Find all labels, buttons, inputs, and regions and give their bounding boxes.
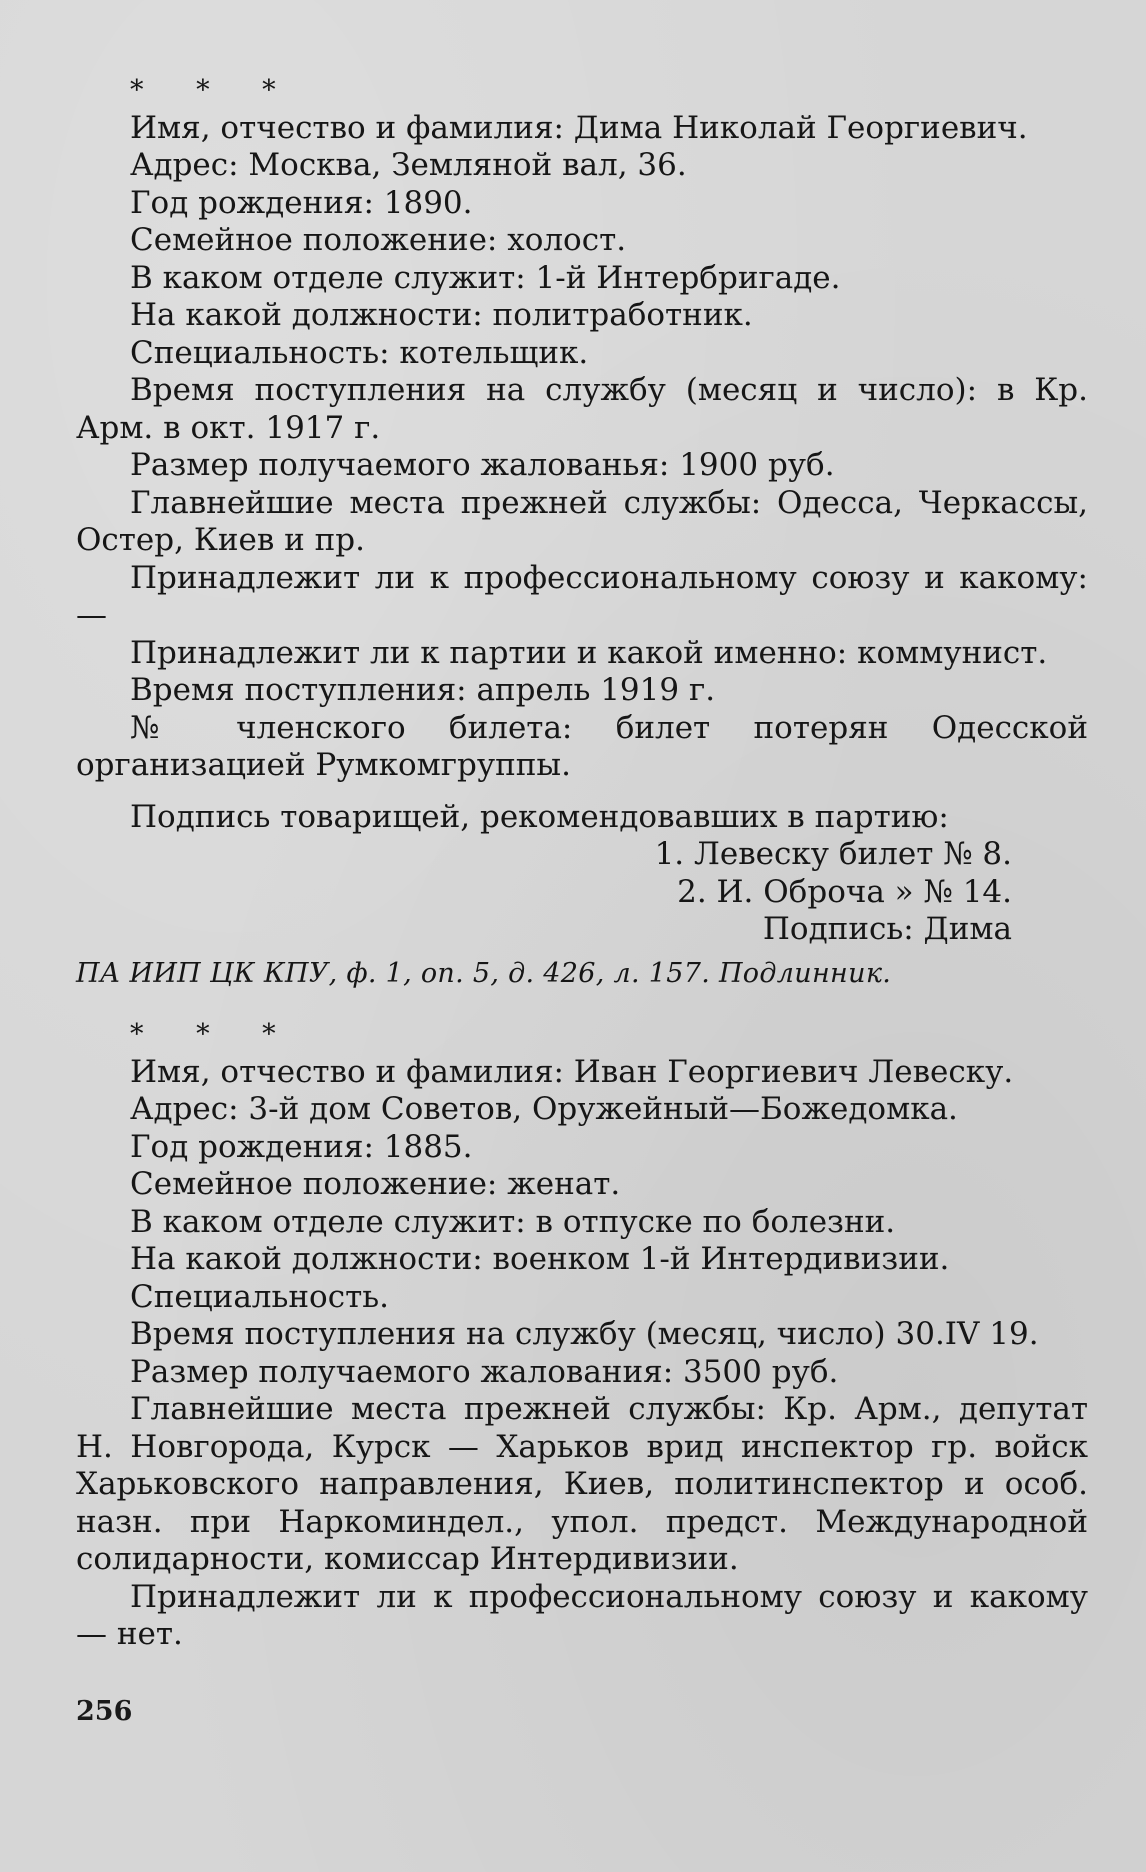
doc2-previous-service-line: Главнейшие места прежней службы: Кр. Арм., депутат Н. Новгорода, Курск — Харьков врид инспектор гр. войск Харьковского направления, Киев, политинспектор и особ. назн. при Наркоминдел., упол. предст. Международной солидарности, комиссар Интердивизии. [76,1391,1088,1577]
section-separator-stars: * * * [130,1019,298,1050]
doc1-birth-year-line: Год рождения: 1890. [130,184,473,221]
doc2-service-start-line: Время поступления на службу (месяц, число) 30.IV 19. [130,1316,1039,1352]
doc2-birth-year-line: Год рождения: 1885. [130,1128,473,1165]
doc1-party-line: Принадлежит ли к партии и какой именно: коммунист. [130,634,1048,671]
page-number: 256 [76,1696,133,1727]
doc1-specialty-line: Специальность: котельщик. [130,334,589,371]
doc1-trade-union-line: Принадлежит ли к профессиональному союзу и какому:— [76,559,1088,633]
doc1-marital-status-line: Семейное положение: холост. [130,222,627,258]
doc1-join-date-line: Время поступления: апрель 1919 г. [130,672,716,708]
doc2-trade-union-line: Принадлежит ли к профессиональному союзу и какому — нет. [76,1578,1088,1652]
doc1-signature: Подпись: Дима [762,911,1012,947]
spacer [76,785,1088,799]
doc1-salary-line: Размер получаемого жалованья: 1900 руб. [130,447,835,483]
doc2-name-line: Имя, отчество и фамилия: Иван Георгиевич Левеску. [130,1053,1014,1090]
doc1-department-line: В каком отделе служит: 1-й Интербригаде. [130,259,841,296]
page-text [76,72,1088,1654]
doc2-marital-status-line: Семейное положение: женат. [130,1166,621,1202]
doc1-membership-card-line: № членского билета: билет потерян Одесской организацией Румкомгруппы. [76,709,1088,783]
doc1-service-start-line: Время поступления на службу (месяц и число): в Кр. Арм. в окт. 1917 г. [76,372,1088,446]
doc2-address-line: Адрес: 3-й дом Советов, Оружейный—Божедомка. [130,1091,958,1127]
doc1-recommenders-heading: Подпись товарищей, рекомендовавших в партию: [130,798,949,835]
doc2-department-line: В каком отделе служит: в отпуске по болезни. [130,1203,896,1240]
doc1-position-line: На какой должности: политработник. [130,297,753,333]
doc2-salary-line: Размер получаемого жалования: 3500 руб. [130,1353,839,1390]
section-separator-stars: * * * [130,75,298,106]
doc1-previous-service-line: Главнейшие места прежней службы: Одесса, Черкассы, Остер, Киев и пр. [76,484,1088,558]
doc1-recommender-1: 1. Левеску билет № 8. [654,836,1012,872]
doc1-name-line: Имя, отчество и фамилия: Дима Николай Георгиевич. [130,109,1028,146]
doc1-address-line: Адрес: Москва, Земляной вал, 36. [130,147,687,183]
doc2-position-line: На какой должности: военком 1-й Интердивизии. [130,1241,950,1277]
doc1-recommender-2: 2. И. Оброча » № 14. [677,873,1012,910]
doc2-specialty-line: Специальность. [130,1278,389,1315]
doc1-archive-citation: ПА ИИП ЦК КПУ, ф. 1, оп. 5, д. 426, л. 157. Подлинник. [76,957,892,989]
